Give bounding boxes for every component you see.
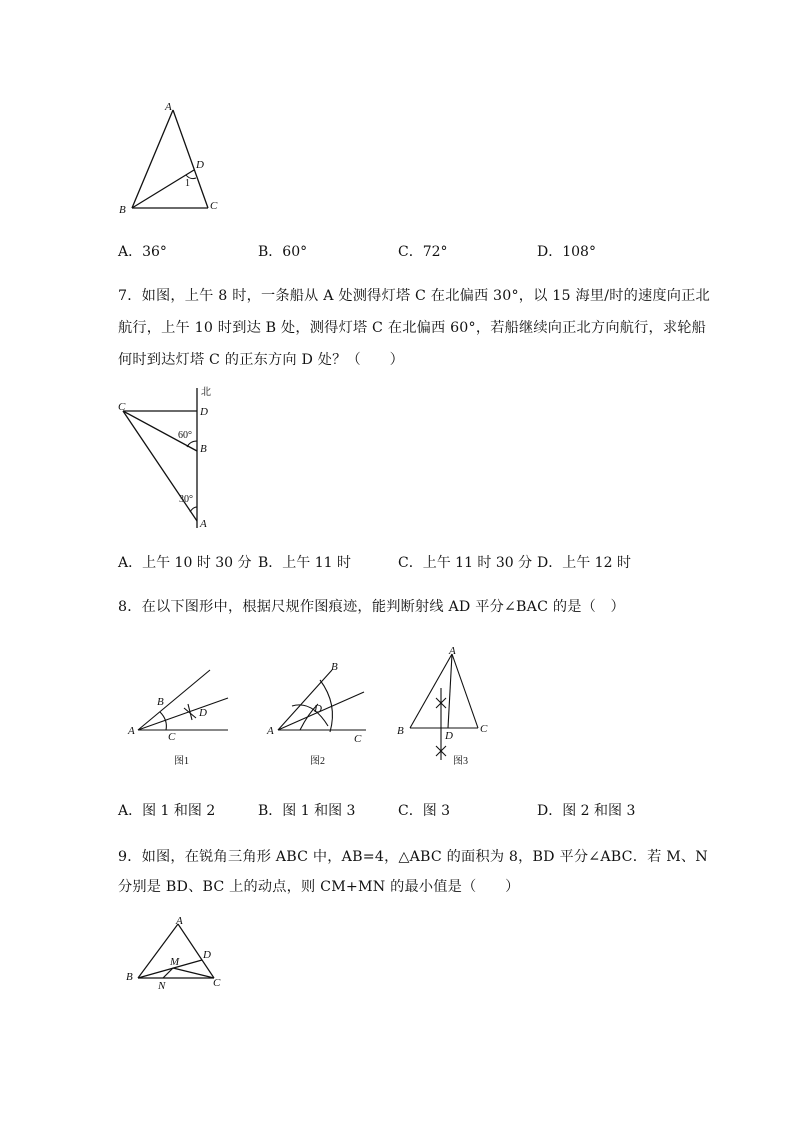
q8-fig2-caption: 图2 [310,756,325,767]
q7-navigation-figure [110,382,222,532]
q8-fig1-caption: 图1 [174,756,189,767]
q7-label-north: 北 [201,387,211,398]
q6-option-a: A．36° [118,244,167,260]
q9-label-c: C [213,977,221,989]
q8-fig3-label-d: D [445,730,453,742]
q9-text-line-2: 分别是 BD、BC 上的动点，则 CM+MN 的最小值是（ ） [118,879,520,895]
q6-option-d: D．108° [537,244,596,260]
q9-label-b: B [126,971,133,983]
q8-figure-3 [392,642,502,768]
q8-fig2-label-a: A [267,725,274,737]
q8-figure-1 [120,660,236,770]
q8-figure-2 [258,656,374,770]
q6-option-c: C．72° [398,244,448,260]
q8-fig1-label-a: A [128,725,135,737]
q7-text-line-1: 7．如图，上午 8 时，一条船从 A 处测得灯塔 C 在北偏西 30°，以 15 海里/时的速度向正北 [118,288,710,304]
q6-label-c: C [210,200,218,212]
q8-fig2-label-d: D [314,703,322,715]
q9-label-m: M [170,956,180,968]
q8-fig3-label-c: C [480,723,488,735]
q7-option-a: A．上午 10 时 30 分 [118,555,252,571]
q7-option-b: B．上午 11 时 [258,555,352,571]
q6-label-d: D [196,159,204,171]
q7-label-b: B [200,443,207,455]
q9-text-line-1: 9．如图，在锐角三角形 ABC 中，AB=4，△ABC 的面积为 8，BD 平分∠ABC．若 M、N [118,849,708,865]
q8-fig1-label-c: C [168,731,176,743]
q9-label-n: N [158,980,166,992]
q8-option-a: A．图 1 和图 2 [118,803,216,819]
q8-option-b: B．图 1 和图 3 [258,803,356,819]
q7-label-angle-30: 30° [179,494,193,505]
q6-label-angle-1: 1 [185,178,190,189]
q8-fig3-caption: 图3 [453,756,468,767]
q8-text-line-1: 8．在以下图形中，根据尺规作图痕迹，能判断射线 AD 平分∠BAC 的是（ ） [118,599,625,615]
q7-option-c: C．上午 11 时 30 分 [398,555,533,571]
q7-label-angle-60: 60° [178,430,192,441]
q9-label-a: A [176,915,183,927]
q6-label-b: B [119,204,126,216]
q8-fig2-label-c: C [354,733,362,745]
q9-triangle-figure [118,912,228,994]
q7-option-d: D．上午 12 时 [537,555,631,571]
q9-label-d: D [203,949,211,961]
q8-fig3-label-a: A [449,645,456,657]
q8-fig1-label-b: B [157,696,164,708]
q8-fig1-label-d: D [199,707,207,719]
q7-label-a: A [200,518,207,530]
q7-text-line-3: 何时到达灯塔 C 的正东方向 D 处？（ ） [118,352,405,368]
q7-text-line-2: 航行，上午 10 时到达 B 处，测得灯塔 C 在北偏西 60°，若船继续向正北方向航行，求轮船 [118,320,707,336]
q7-label-c: C [118,401,126,413]
q6-label-a: A [165,101,172,113]
q8-option-c: C．图 3 [398,803,451,819]
q8-option-d: D．图 2 和图 3 [537,803,636,819]
q7-label-d: D [200,406,208,418]
q8-fig3-label-b: B [397,725,404,737]
q8-fig2-label-b: B [331,661,338,673]
q6-triangle-figure [110,98,230,220]
q6-option-b: B．60° [258,244,308,260]
